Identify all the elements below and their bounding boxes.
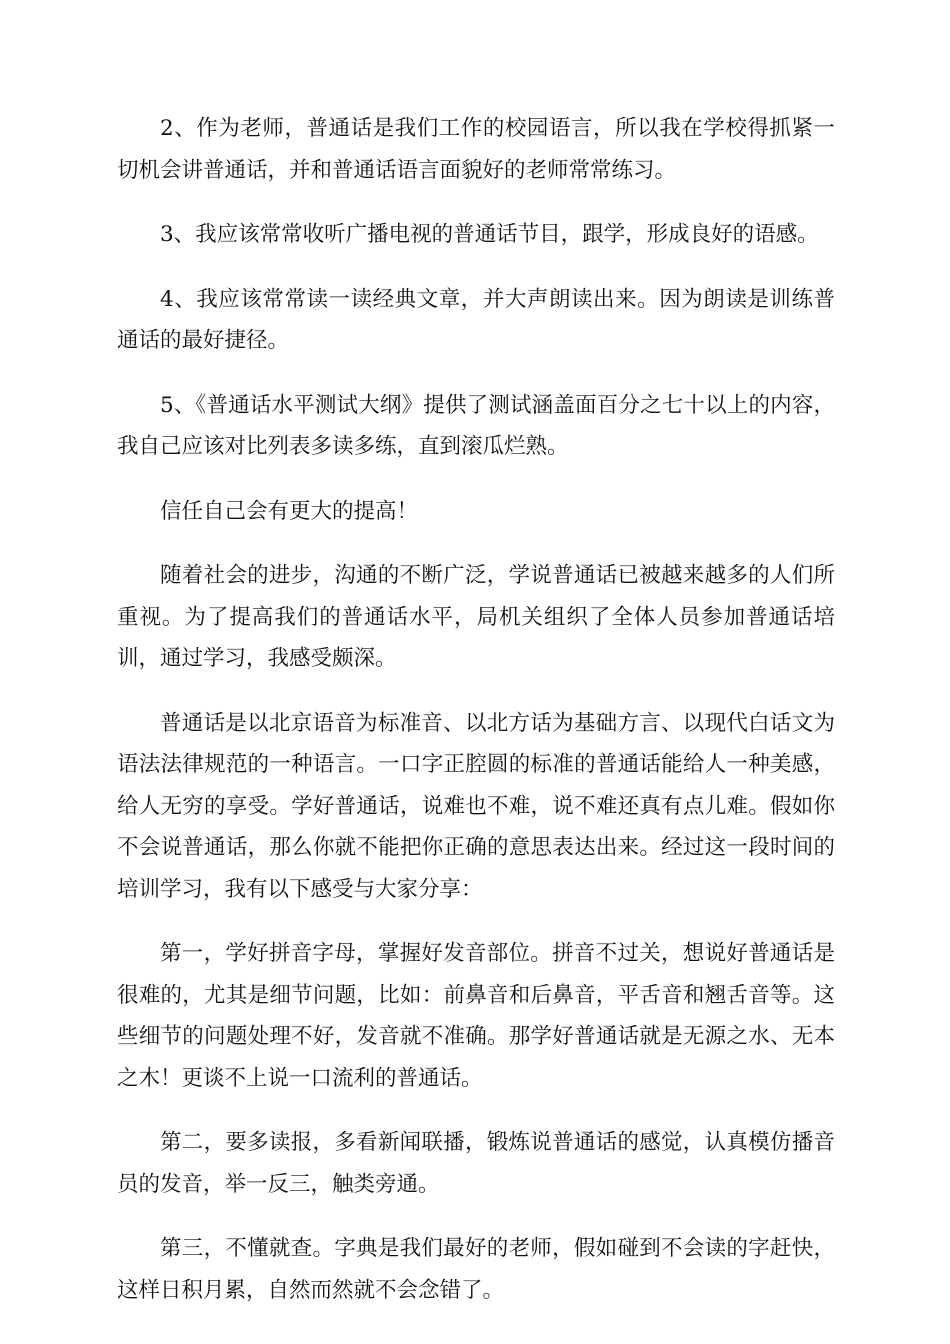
paragraph-item-3: 3、我应该常常收听广播电视的普通话节目，跟学，形成良好的语感。 bbox=[160, 222, 819, 247]
paragraph-item-2: 2、作为老师，普通话是我们工作的校园语言，所以我在学校得抓紧一切机会讲普通话，并和普通话语言面貌好的老师常常练习。 bbox=[117, 116, 835, 183]
paragraph-item-5: 5、《普通话水平测试大纲》提供了测试涵盖面百分之七十以上的内容，我自己应该对比列表多读多练，直到滚瓜烂熟。 bbox=[117, 392, 835, 459]
paragraph-confidence: 信任自己会有更大的提高！ bbox=[160, 498, 419, 524]
paragraph-intro: 随着社会的进步，沟通的不断广泛，学说普通话已被越来越多的人们所重视。为了提高我们的普通话水平，局机关组织了全体人员参加普通话培训，通过学习，我感受颇深。 bbox=[117, 563, 835, 671]
paragraph-third-point: 第三，不懂就查。字典是我们最好的老师，假如碰到不会读的字赶快，这样日积月累，自然而然就不会念错了。 bbox=[117, 1236, 835, 1303]
paragraph-definition: 普通话是以北京语音为标准音、以北方话为基础方言、以现代白话文为语法法律规范的一种语言。一口字正腔圆的标准的普通话能给人一种美感，给人无穷的享受。学好普通话，说难也不难，说不难还真有点儿难。假如你不会说普通话，那么你就不能把你正确的意思表达出来。经过这一段时间的培训学习，我有以下感受与大家分享： bbox=[117, 710, 835, 902]
paragraph-first-point: 第一，学好拼音字母，掌握好发音部位。拼音不过关，想说好普通话是很难的，尤其是细节问题，比如：前鼻音和后鼻音，平舌音和翘舌音等。这些细节的问题处理不好，发音就不准确。那学好普通话就是无源之水、无本之木！更谈不上说一口流利的普通话。 bbox=[117, 941, 835, 1091]
paragraph-item-4: 4、我应该常常读一读经典文章，并大声朗读出来。因为朗读是训练普通话的最好捷径。 bbox=[117, 286, 835, 353]
document-body bbox=[117, 108, 835, 1334]
paragraph-second-point: 第二，要多读报，多看新闻联播，锻炼说普通话的感觉，认真模仿播音员的发音，举一反三，触类旁通。 bbox=[117, 1130, 835, 1197]
